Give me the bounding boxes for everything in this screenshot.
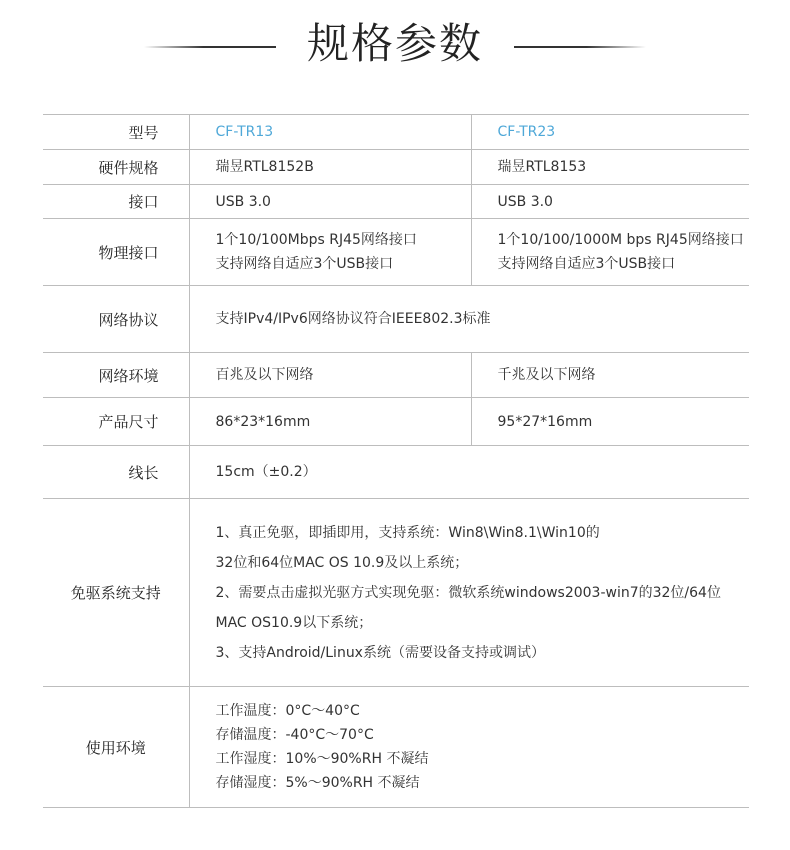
- row-physical: [43, 219, 749, 286]
- cable-value: 15cm（±0.2）: [215, 464, 317, 480]
- interface-a: USB 3.0: [189, 185, 471, 219]
- model-b: CF-TR23: [497, 124, 556, 140]
- label-cable: 线长: [43, 446, 189, 499]
- row-cable: [43, 446, 749, 499]
- interface-b: USB 3.0: [497, 193, 553, 210]
- row-hardware: [43, 150, 749, 185]
- driverless-line-5: 3、支持Android/Linux系统（需要设备支持或调试）: [215, 644, 545, 661]
- label-protocol: 网络协议: [43, 286, 189, 353]
- network-a: 百兆及以下网络: [189, 353, 471, 398]
- driverless-value: [189, 499, 749, 687]
- environment-line-1: 工作温度：0°C～40°C: [215, 703, 360, 719]
- environment-line-3: 工作湿度：10%～90%RH 不凝结: [215, 751, 429, 767]
- row-model: [43, 115, 749, 150]
- environment-line-4: 存储湿度：5%～90%RH 不凝结: [215, 775, 420, 791]
- row-driverless: [43, 499, 749, 687]
- protocol-value: 支持IPv4/IPv6网络协议符合IEEE802.3标准: [215, 311, 491, 327]
- environment-value: [189, 687, 749, 808]
- physical-a: [189, 219, 471, 286]
- physical-b-line-2: 支持网络自适应3个USB接口: [497, 256, 676, 272]
- page-title: 规格参数: [306, 19, 483, 68]
- label-model: 型号: [43, 115, 189, 150]
- label-interface: 接口: [43, 185, 189, 219]
- row-network: [43, 353, 749, 398]
- environment-line-2: 存储温度：-40°C～70°C: [215, 727, 374, 743]
- row-protocol: [43, 286, 749, 353]
- row-size: [43, 398, 749, 446]
- physical-b-line-1: 1个10/100/1000M bps RJ45网络接口: [497, 232, 744, 248]
- row-interface: [43, 185, 749, 219]
- label-driverless: 免驱系统支持: [43, 499, 189, 687]
- hardware-a: 瑞昱RTL8152B: [189, 150, 471, 185]
- label-size: 产品尺寸: [43, 398, 189, 446]
- size-a: 86*23*16mm: [189, 398, 471, 446]
- spec-table: [43, 114, 749, 808]
- model-a: CF-TR13: [189, 115, 471, 150]
- physical-a-line-1: 1个10/100Mbps RJ45网络接口: [215, 232, 417, 248]
- physical-a-line-2: 支持网络自适应3个USB接口: [215, 256, 394, 272]
- row-environment: [43, 687, 749, 808]
- label-hardware: 硬件规格: [43, 150, 189, 185]
- page-header: [0, 0, 790, 90]
- label-environment: 使用环境: [43, 687, 189, 808]
- driverless-line-1: 1、真正免驱，即插即用，支持系统：Win8\Win8.1\Win10的: [215, 524, 600, 541]
- network-b: 千兆及以下网络: [497, 367, 596, 383]
- hardware-b: 瑞昱RTL8153: [497, 159, 587, 175]
- driverless-line-2: 32位和64位MAC OS 10.9及以上系统；: [215, 554, 469, 571]
- size-b: 95*27*16mm: [497, 413, 593, 430]
- driverless-line-3: 2、需要点击虚拟光驱方式实现免驱：微软系统windows2003-win7的32位/64位: [215, 584, 721, 601]
- driverless-line-4: MAC OS10.9以下系统；: [215, 614, 373, 631]
- title-right-rule: [514, 46, 646, 48]
- physical-b: [471, 219, 749, 286]
- label-physical: 物理接口: [43, 219, 189, 286]
- label-network: 网络环境: [43, 353, 189, 398]
